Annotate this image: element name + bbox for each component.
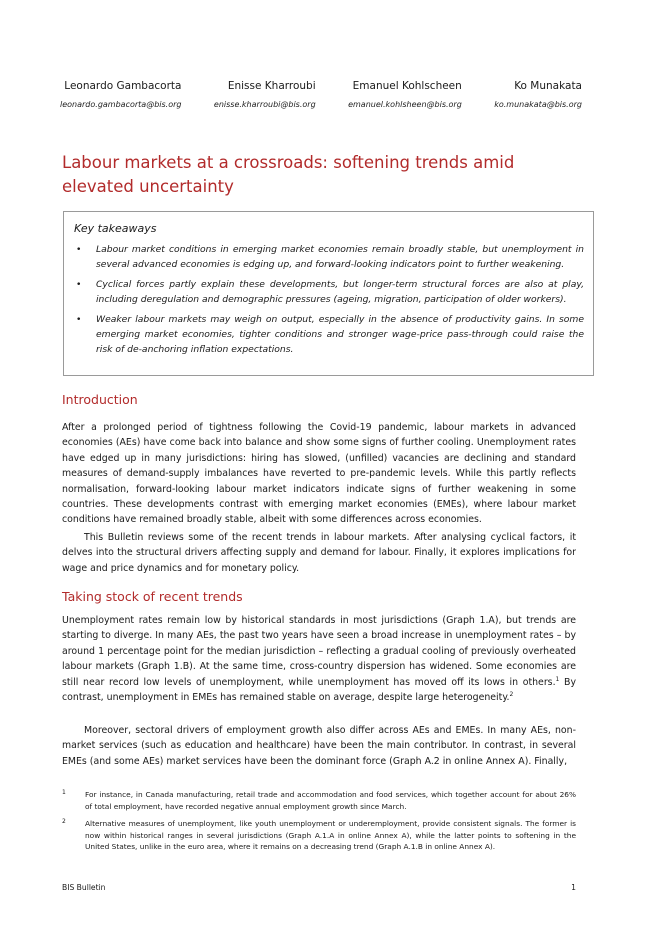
paragraph: Moreover, sectoral drivers of employment growth also differ across AEs and EMEs. In many AEs, non-market services (such as education and healthcare) have been the main contributor. In contrast, in several EMEs (and some AEs) market services have been the dominant force (Graph A.2 in online Annex A). Finally,	[62, 725, 576, 767]
footnote	[62, 818, 576, 853]
author-email: emanuel.kohlsheen@bis.org	[348, 100, 462, 109]
footnote-number: 2	[62, 818, 66, 825]
footnote-number: 1	[62, 789, 66, 796]
list-item	[74, 312, 584, 357]
list-item	[74, 242, 584, 272]
author-name: Enisse Kharroubi	[227, 80, 316, 92]
author-name: Leonardo Gambacorta	[64, 80, 182, 92]
footnote-text: For instance, in Canada manufacturing, retail trade and accommodation and food services, which together account for about 26% of total employment, have recorded negative annual employment growth since March.	[85, 790, 576, 811]
footnote-ref[interactable]: 2	[509, 690, 514, 698]
takeaway-text: Weaker labour markets may weigh on output, especially in the absence of productivity gains. In some emerging market economies, tighter conditions and stronger wage-price pass-through could raise the risk of de-anchoring inflation expectations.	[96, 314, 584, 355]
author	[60, 78, 181, 112]
bullet-icon: •	[76, 244, 82, 255]
page-number: 1	[571, 883, 576, 892]
key-takeaways-box	[63, 211, 594, 376]
takeaway-text: Cyclical forces partly explain these developments, but longer-term structural forces are also at play, including deregulation and demographic pressures (ageing, migration, participation of older workers).	[96, 279, 584, 305]
paragraph: After a prolonged period of tightness following the Covid-19 pandemic, labour markets in advanced economies (AEs) have come back into balance and show some signs of further cooling. Unemployment rates have edged up in many jurisdictions: hiring has slowed, (unfilled) vacancies are declining and standard measures of demand-supply imbalances have reverted to pre-pandemic levels. While this partly reflects normalisation, forward-looking labour market indicators indicate signs of further weakening in some countries. These developments contrast with emerging market economies (EMEs), where labour market conditions have remained broadly stable, albeit with some differences across economies.	[62, 422, 576, 526]
list-item	[74, 277, 584, 307]
section-heading-trends: Taking stock of recent trends	[62, 589, 243, 604]
footnote-text: Alternative measures of unemployment, like youth unemployment or underemployment, provide consistent signals. The former is now within historical ranges in several jurisdictions (Graph A.1.A in online Annex A), while the latter points to softening in the United States, unlike in the euro area, where it remains on a decreasing trend (Graph A.1.B in online Annex A).	[85, 819, 576, 851]
key-takeaways-heading: Key takeaways	[74, 222, 157, 235]
takeaway-text: Labour market conditions in emerging market economies remain broadly stable, but unemployment in several advanced economies is edging up, and forward-looking indicators point to further weakening.	[96, 244, 584, 270]
author	[214, 78, 316, 112]
page-title: Labour markets at a crossroads: softening trends amid elevated uncertainty	[62, 153, 515, 196]
footer-publication: BIS Bulletin	[62, 883, 106, 892]
author	[348, 78, 462, 112]
author-email: enisse.kharroubi@bis.org	[213, 100, 316, 109]
footnote	[62, 789, 576, 812]
key-takeaways-list	[74, 242, 584, 357]
paragraph	[62, 613, 576, 705]
author	[494, 78, 582, 112]
author-email: leonardo.gambacorta@bis.org	[60, 100, 182, 109]
author-name: Ko Munakata	[514, 80, 582, 92]
footnote-ref[interactable]: 1	[555, 675, 560, 683]
footnotes	[62, 789, 576, 859]
paragraph-text: Unemployment rates remain low by historical standards in most jurisdictions (Graph 1.A), but trends are starting to diverge. In many AEs, the past two years have seen a broad increase in unemployment rates – by around 1 percentage point for the median jurisdiction – reflecting a gradual cooling of previously overheated labour markets (Graph 1.B). At the same time, cross-country dispersion has widened. Some economies are still near record low levels of unemployment, while unemployment has moved off its lows in others.	[62, 615, 576, 688]
bullet-icon: •	[76, 279, 82, 290]
paragraph: This Bulletin reviews some of the recent trends in labour markets. After analysing cyclical factors, it delves into the structural drivers affecting supply and demand for labour. Finally, it explores implications for wage and price dynamics and for monetary policy.	[62, 532, 576, 574]
page-footer	[62, 883, 576, 893]
section-heading-introduction: Introduction	[62, 392, 138, 407]
author-list	[60, 78, 582, 112]
bullet-icon: •	[76, 314, 82, 325]
author-name: Emanuel Kohlscheen	[352, 80, 462, 92]
paragraph-text: By contrast, unemployment in EMEs has remained stable on average, despite large heterogeneity.	[62, 676, 576, 704]
author-email: ko.munakata@bis.org	[494, 100, 582, 109]
